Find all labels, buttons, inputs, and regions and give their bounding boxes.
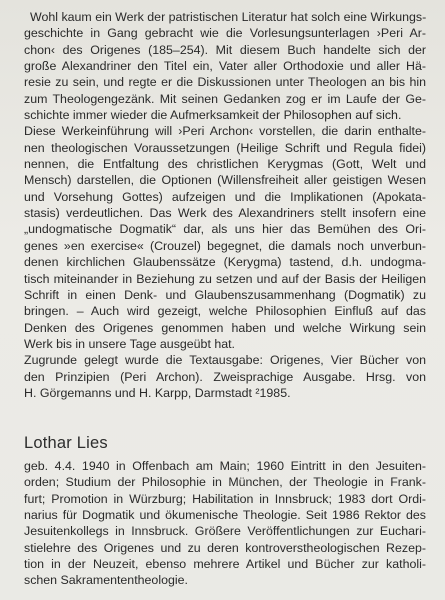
text-line: tisch miteinander in Beziehung zu setzen und auf der Basis der Heiligen (24, 271, 426, 286)
text-line: „undogmatische Dogmatik“ dar, als uns hier das Bemühen des Ori- (24, 222, 426, 237)
text-line: Schrift in einen Denk- und Glaubenszusammenhang (Dogmatik) zu (24, 287, 426, 302)
text-line: große Alexandriner den Titel ein, Vater aller Orthodoxie und aller Hä- (24, 59, 426, 74)
text-line: nennen, die Entfaltung des christlichen Kerygmas (Gott, Welt und (24, 157, 426, 172)
text-line: geschichte in Gang gebracht wie die Vorlesungsunterlagen ›Peri Ar- (24, 26, 426, 41)
text-line: resie zu sein, und regte er die Diskussionen unter Theologen an bis hin (24, 75, 426, 90)
text-line: furt; Promotion in Würzburg; Habilitation in Innsbruck; 1983 dort Ordi- (24, 491, 426, 506)
text-line: chon‹ des Origenes (185–254). Mit diesem Buch handelte sich der (24, 42, 426, 57)
text-line: zum Theologengezänk. Mit seinen Gedanken zog er im Laufe der Ge- (24, 91, 426, 106)
text-line: den Prinzipien (Peri Archon). Zweisprachige Ausgabe. Hrsg. von (24, 369, 426, 384)
book-description (24, 9, 426, 401)
text-line: stasis) verdeutlichen. Das Werk des Alexandriners stellt insofern eine (24, 206, 426, 221)
text-line: Wohl kaum ein Werk der patristischen Literatur hat solch eine Wirkungs- (30, 10, 427, 24)
text-line: Jesuitenkollegs in Innsbruck. Größere Veröffentlichungen zur Euchari- (24, 524, 426, 539)
text-line: schichte immer wieder die Aufmerksamkeit der Philosophen auf sich. (24, 108, 402, 123)
text-line: nen theologischen Voraussetzungen (Heilige Schrift und Regula fidei) (24, 140, 426, 155)
text-line: narius für Dogmatik und ökumenische Theologie. Seit 1986 Rektor des (24, 508, 426, 523)
text-line: Mensch) darstellen, die Optionen (Willensfreiheit aller geistigen Wesen (24, 173, 426, 188)
text-line: geb. 4.4. 1940 in Offenbach am Main; 1960 Eintritt in den Jesuiten- (24, 459, 426, 473)
text-line: Denken des Origenes genommen haben und welche Wirkung sein (24, 320, 426, 335)
text-line: Werk bis in unsere Tage ausgeübt hat. (24, 336, 236, 351)
text-line: Zugrunde gelegt wurde die Textausgabe: Origenes, Vier Bücher von (24, 353, 426, 368)
text-line: stielehre des Origenes und zu deren kontroverstheologischen Rezep- (24, 540, 426, 555)
text-line: denen kirchlichen Glaubenssätze (Kerygma) tastend, d.h. undogma- (24, 255, 426, 270)
text-line: H. Görgemanns und H. Karpp, Darmstadt ²1985. (24, 385, 291, 400)
text-line: tion in der Neuzeit, ebenso mehrere Artikel und Bücher zur katholi- (24, 557, 426, 572)
author-biography (24, 458, 426, 589)
author-name: Lothar Lies (24, 434, 108, 452)
text-line: Diese Werkeinführung will ›Peri Archon‹ vorstellen, die darin enthalte- (24, 124, 426, 139)
text-line: und Vorsehung Gottes) aufzeigen und die Implikationen (Apokata- (24, 189, 426, 204)
text-line: orden; Studium der Philosophie in München, der Theologie in Frank- (24, 475, 426, 490)
text-line: genes »en exercise« (Crouzel) begegnet, die damals noch unverbun- (24, 238, 426, 253)
text-line: schen Sakramententheologie. (24, 573, 188, 588)
text-line: bringen. – Auch wird gezeigt, welche Philosophien Einfluß auf das (24, 304, 426, 319)
